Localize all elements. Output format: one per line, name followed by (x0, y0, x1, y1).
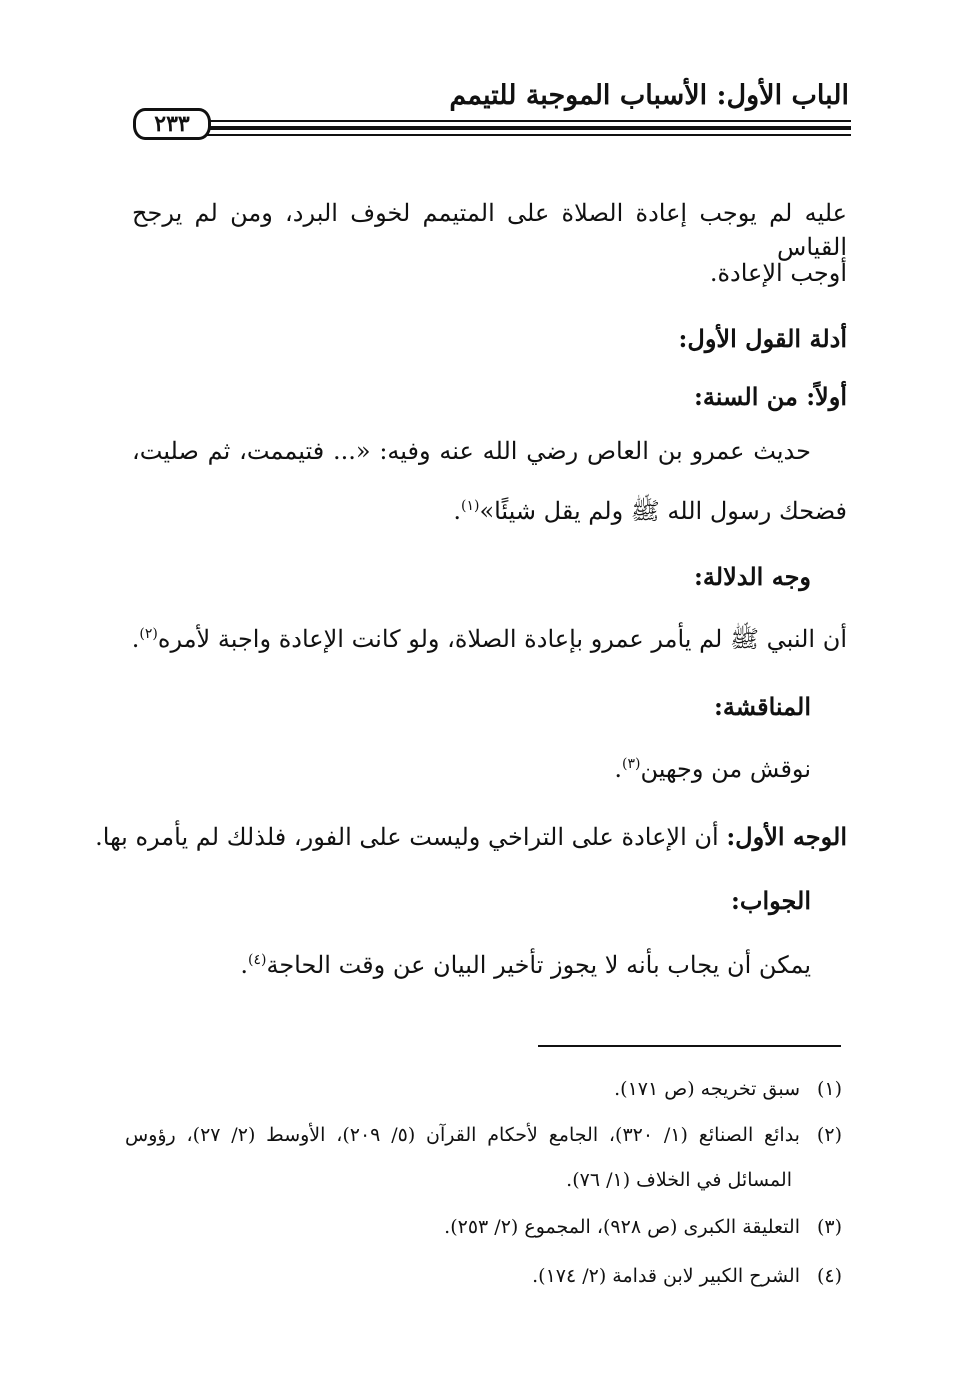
footnote-number: (٣) (816, 1216, 842, 1238)
section-heading: وجه الدلالة: (694, 562, 811, 591)
hadith-text: فضحك رسول الله ﷺ ولم يقل شيئًا» (479, 497, 847, 525)
footnote-ref: (١) (460, 498, 480, 514)
body-line: عليه لم يوجب إعادة الصلاة على المتيمم لخوف البرد، ومن لم يرجح القياس (132, 199, 847, 261)
body-line (95, 820, 847, 854)
chapter-title: الباب الأول: الأسباب الموجبة للتيمم (449, 80, 849, 111)
footnote-continuation: المسائل في الخلاف (١/ ٧٦). (566, 1169, 792, 1191)
aspect-text: أن الإعادة على التراخي وليست على الفور، فلذلك لم يأمره بها. (95, 823, 727, 851)
footnote (444, 1213, 842, 1241)
header-rule (205, 126, 851, 130)
footnote-ref: (٣) (622, 756, 641, 772)
body-line (132, 622, 847, 656)
section-heading: أدلة القول الأول: (678, 324, 847, 353)
punctuation: . (131, 625, 140, 653)
body-line (614, 752, 811, 786)
header-rule (205, 134, 851, 136)
footnote-number: (١) (816, 1078, 842, 1100)
body-line: أوجب الإعادة. (709, 259, 847, 287)
section-heading: أولاً: من السنة: (694, 382, 847, 411)
indication-text: أن النبي ﷺ لم يأمر عمرو بإعادة الصلاة، ولو كانت الإعادة واجبة لأمره (157, 625, 847, 653)
punctuation: . (614, 755, 622, 783)
footnote-text: سبق تخريجه (ص ١٧١). (614, 1078, 800, 1100)
aspect-label: الوجه الأول: (726, 822, 847, 851)
page-number (133, 108, 211, 140)
discussion-text: نوقش من وجهين (640, 755, 811, 783)
footnote-ref: (٤) (247, 952, 267, 968)
footnote-text: الشرح الكبير لابن قدامة (٢/ ١٧٤). (532, 1265, 800, 1287)
section-heading: المناقشة: (713, 692, 811, 721)
hadith-line (453, 494, 847, 528)
section-heading: الجواب: (731, 886, 811, 915)
punctuation: . (240, 951, 248, 979)
footnote-text: بدائع الصنائع (١/ ٣٢٠)، الجامع لأحكام القرآن (٥/ ٢٠٩)، الأوسط (٢/ ٢٧)، رؤوس (125, 1124, 800, 1146)
footnote-number: (٢) (816, 1124, 842, 1146)
punctuation: . (453, 497, 461, 525)
footnote-number: (٤) (816, 1265, 842, 1287)
header-rule (205, 120, 851, 122)
page-number-text: ٢٣٣ (154, 111, 190, 137)
footnote-separator (538, 1045, 841, 1047)
footnote (125, 1121, 842, 1149)
footnote (614, 1075, 842, 1103)
answer-text: يمكن أن يجاب بأنه لا يجوز تأخير البيان عن وقت الحاجة (266, 951, 811, 979)
footnote-text: التعليقة الكبرى (ص ٩٢٨)، المجموع (٢/ ٢٥٣). (444, 1216, 800, 1238)
footnote (532, 1262, 842, 1290)
body-line (240, 948, 811, 982)
footnote-ref: (٢) (139, 626, 158, 642)
hadith-line: حديث عمرو بن العاص رضي الله عنه وفيه: «... فتيممت، ثم صليت، (132, 437, 811, 465)
